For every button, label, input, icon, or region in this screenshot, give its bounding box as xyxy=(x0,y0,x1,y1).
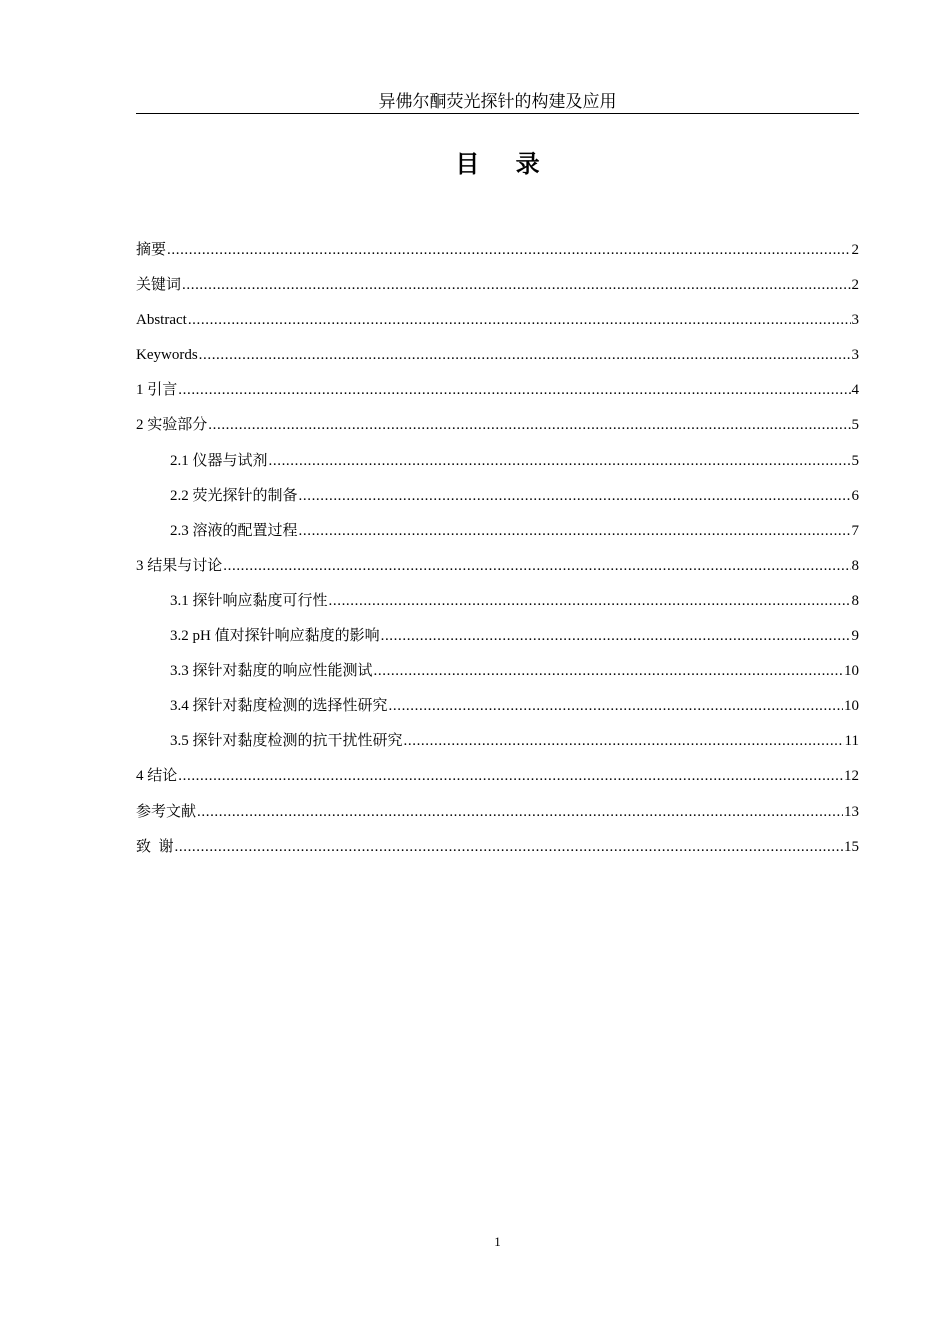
toc-entry-conclusion[interactable] xyxy=(136,766,859,801)
toc-dot-leader xyxy=(404,731,844,751)
header-rule xyxy=(136,113,859,114)
toc-entry-label: 2.1 仪器与试剂 xyxy=(170,452,268,469)
toc-entry-3-5[interactable] xyxy=(136,731,859,766)
toc-dot-leader xyxy=(329,591,851,611)
toc-dot-leader xyxy=(299,521,851,541)
toc-entry-label: 关键词 xyxy=(136,277,182,294)
toc-entry-page: 6 xyxy=(851,487,859,504)
toc-entry-experimental[interactable] xyxy=(136,415,859,450)
toc-entry-page: 8 xyxy=(851,557,859,574)
toc-list xyxy=(136,240,859,872)
toc-entry-keywords-en[interactable] xyxy=(136,345,859,380)
toc-entry-acknowledgements[interactable] xyxy=(136,837,859,872)
toc-entry-page: 3 xyxy=(851,312,859,329)
toc-dot-leader xyxy=(299,486,851,506)
toc-dot-leader xyxy=(197,802,843,822)
toc-dot-leader xyxy=(223,556,850,576)
toc-entry-references[interactable] xyxy=(136,802,859,837)
toc-entry-abstract-en[interactable] xyxy=(136,310,859,345)
toc-entry-page: 2 xyxy=(851,277,859,294)
toc-entry-label: 3.1 探针响应黏度可行性 xyxy=(170,592,328,609)
toc-dot-leader xyxy=(178,766,843,786)
toc-entry-label: 2.2 荧光探针的制备 xyxy=(170,487,298,504)
toc-entry-label: 2.3 溶液的配置过程 xyxy=(170,522,298,539)
toc-entry-label: 3.3 探针对黏度的响应性能测试 xyxy=(170,663,373,680)
toc-dot-leader xyxy=(175,837,843,857)
toc-entry-3-1[interactable] xyxy=(136,591,859,626)
toc-entry-label: 3.2 pH 值对探针响应黏度的影响 xyxy=(170,628,380,645)
toc-entry-page: 9 xyxy=(851,628,859,645)
toc-entry-page: 10 xyxy=(844,698,859,715)
toc-entry-label: 致 谢 xyxy=(136,838,174,855)
toc-entry-page: 4 xyxy=(851,382,859,399)
toc-entry-label: Keywords xyxy=(136,347,198,364)
toc-entry-introduction[interactable] xyxy=(136,380,859,415)
toc-dot-leader xyxy=(208,415,850,435)
toc-entry-page: 7 xyxy=(851,522,859,539)
toc-entry-page: 2 xyxy=(851,242,859,258)
toc-entry-3-4[interactable] xyxy=(136,696,859,731)
toc-entry-label: 4 结论 xyxy=(136,768,178,785)
toc-entry-page: 5 xyxy=(851,417,859,434)
running-header-title: 异佛尔酮荧光探针的构建及应用 xyxy=(378,92,617,111)
toc-dot-leader xyxy=(199,345,851,365)
toc-entry-results[interactable] xyxy=(136,556,859,591)
toc-entry-abstract-cn[interactable] xyxy=(136,240,859,275)
toc-entry-label: 3 结果与讨论 xyxy=(136,557,223,574)
toc-dot-leader xyxy=(167,240,850,260)
toc-entry-page: 13 xyxy=(844,803,859,820)
toc-entry-page: 5 xyxy=(851,452,859,469)
toc-dot-leader xyxy=(374,661,843,681)
toc-entry-3-3[interactable] xyxy=(136,661,859,696)
toc-dot-leader xyxy=(182,275,850,295)
toc-entry-label: 3.4 探针对黏度检测的选择性研究 xyxy=(170,698,388,715)
toc-entry-label: 2 实验部分 xyxy=(136,417,208,434)
toc-dot-leader xyxy=(188,310,851,330)
toc-dot-leader xyxy=(269,451,851,471)
toc-entry-label: Abstract xyxy=(136,312,187,329)
toc-title: 目 录 xyxy=(455,150,554,178)
toc-entry-2-1[interactable] xyxy=(136,451,859,486)
toc-dot-leader xyxy=(178,380,850,400)
toc-entry-label: 1 引言 xyxy=(136,382,178,399)
toc-entry-keywords-cn[interactable] xyxy=(136,275,859,310)
page-number: 1 xyxy=(494,1234,501,1249)
toc-entry-3-2[interactable] xyxy=(136,626,859,661)
toc-entry-label: 3.5 探针对黏度检测的抗干扰性研究 xyxy=(170,733,403,750)
toc-entry-page: 3 xyxy=(851,347,859,364)
toc-entry-2-3[interactable] xyxy=(136,521,859,556)
toc-entry-label: 摘要 xyxy=(136,242,167,258)
toc-entry-page: 8 xyxy=(851,592,859,609)
toc-entry-label: 参考文献 xyxy=(136,803,197,820)
toc-entry-2-2[interactable] xyxy=(136,486,859,521)
toc-entry-page: 11 xyxy=(844,733,859,750)
toc-entry-page: 15 xyxy=(844,838,859,855)
toc-entry-page: 10 xyxy=(844,663,859,680)
toc-dot-leader xyxy=(381,626,851,646)
toc-dot-leader xyxy=(389,696,843,716)
toc-entry-page: 12 xyxy=(844,768,859,785)
